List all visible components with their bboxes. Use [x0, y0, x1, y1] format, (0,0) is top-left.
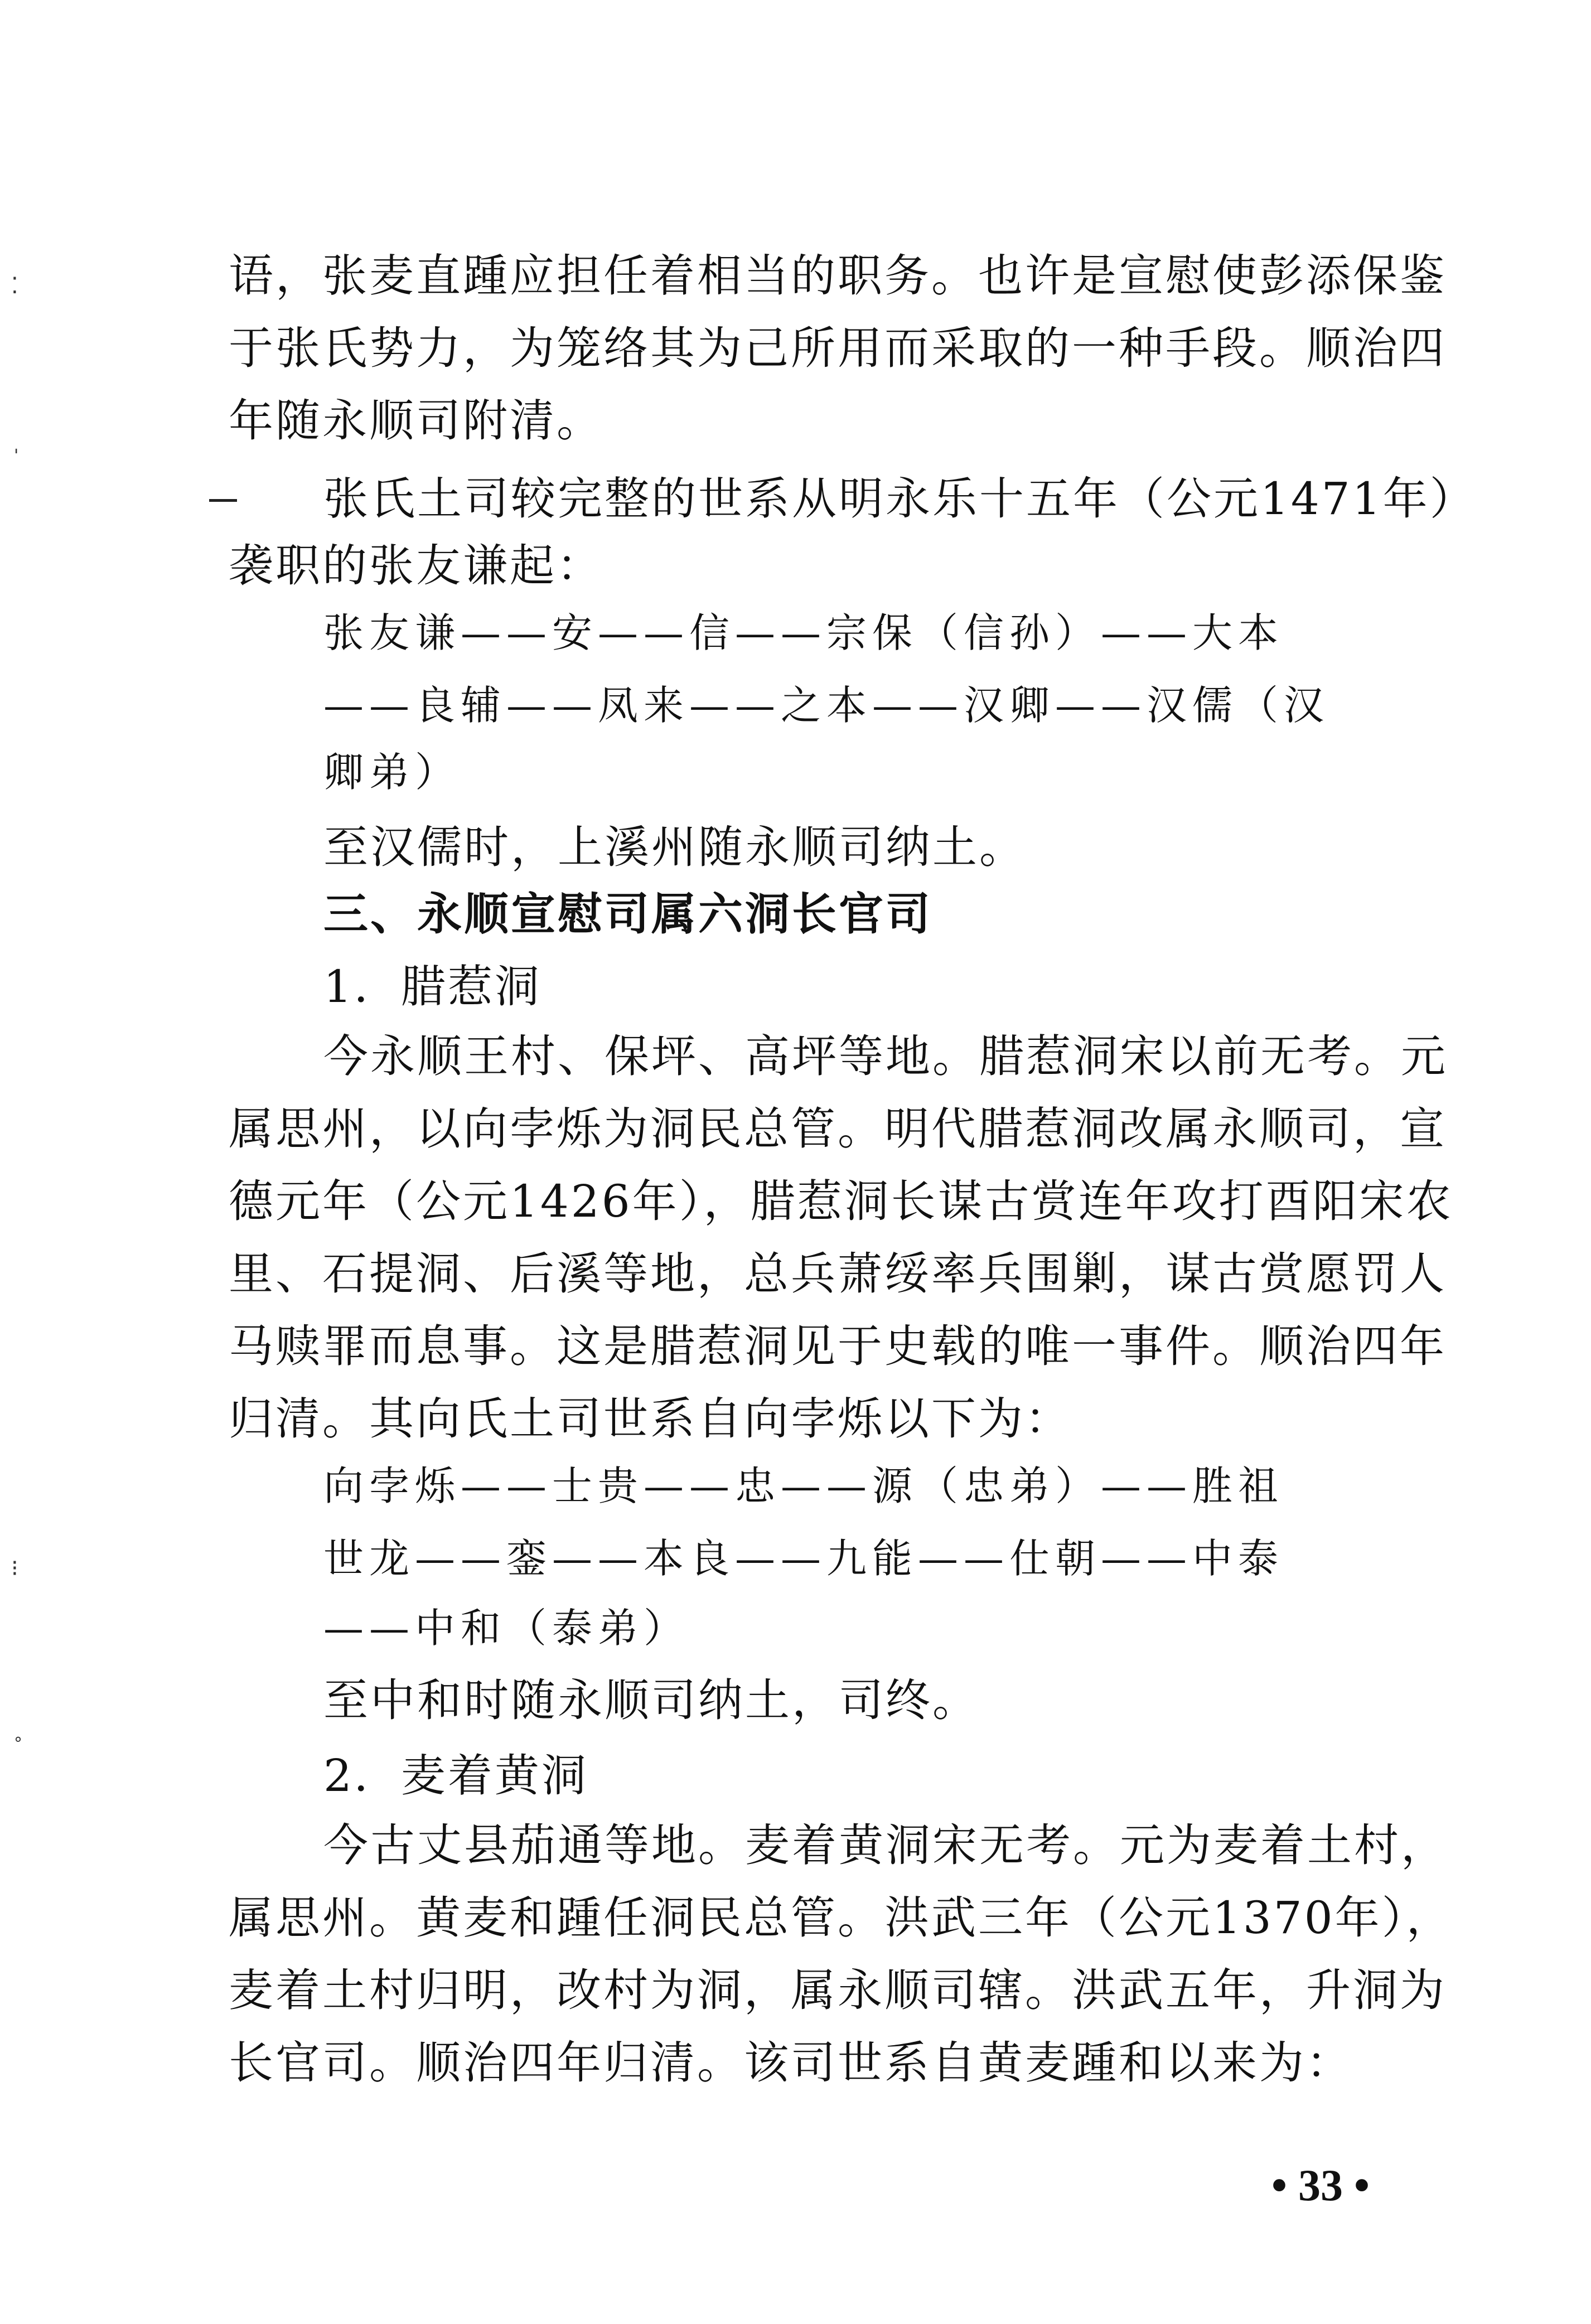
body-text-line: 袭职的张友谦起： — [229, 540, 603, 592]
margin-dash-mark — [209, 499, 237, 502]
body-text-line: 麦着土村归明，改村为洞，属永顺司辖。洪武五年，升洞为 — [229, 1964, 1447, 2016]
page-number: • 33 • — [1271, 2161, 1370, 2210]
scan-artifact-mark: ' — [14, 446, 19, 466]
body-text-line: 今永顺王村、保坪、高坪等地。腊惹洞宋以前无考。元 — [323, 1030, 1448, 1082]
subsection-heading: 2．麦着黄洞 — [323, 1750, 588, 1802]
body-text-line: 属思州。黄麦和踵任洞民总管。洪武三年（公元1370年）， — [229, 1892, 1453, 1944]
genealogy-line: 世龙——銮——本良——九能——仕朝——中泰 — [323, 1535, 1284, 1582]
body-text-line: 里、石提洞、后溪等地，总兵萧绥率兵围剿，谋古赏愿罚人 — [229, 1248, 1447, 1300]
genealogy-line: 向孛烁——士贵——忠——源（忠弟）——胜祖 — [323, 1463, 1284, 1509]
genealogy-line: 张友谦——安——信——宗保（信孙）——大本 — [323, 609, 1284, 656]
section-heading: 三、永顺宣慰司属六洞长官司 — [323, 888, 932, 940]
subsection-heading: 1．腊惹洞 — [323, 961, 541, 1013]
body-text-line: 长官司。顺治四年归清。该司世系自黄麦踵和以来为： — [229, 2037, 1353, 2089]
scan-artifact-mark: ° — [14, 1734, 22, 1754]
body-text-line: 至汉儒时，上溪州随永顺司纳土。 — [323, 821, 1026, 873]
body-text-line: 语，张麦直踵应担任着相当的职务。也许是宣慰使彭添保鉴 — [229, 250, 1447, 302]
genealogy-line: ——中和（泰弟） — [323, 1605, 690, 1652]
body-text-line: 于张氏势力，为笼络其为己所用而采取的一种手段。顺治四 — [229, 322, 1447, 374]
body-text-line: 归清。其向氏土司世系自向孛烁以下为： — [229, 1393, 1072, 1445]
body-text-line: 今古丈县茄通等地。麦着黄洞宋无考。元为麦着土村， — [323, 1819, 1448, 1871]
body-text-line: 至中和时随永顺司纳土，司终。 — [323, 1674, 979, 1726]
body-text-line: 张氏土司较完整的世系从明永乐十五年（公元1471年） — [323, 473, 1477, 525]
scan-artifact-mark: ⁚ — [11, 273, 18, 299]
body-text-line: 马赎罪而息事。这是腊惹洞见于史载的唯一事件。顺治四年 — [229, 1320, 1447, 1372]
scan-artifact-mark: ⁝ — [11, 1556, 18, 1581]
body-text-line: 德元年（公元1426年），腊惹洞长谋古赏连年攻打酉阳宋农 — [229, 1175, 1453, 1227]
body-text-line: 年随永顺司附清。 — [229, 395, 603, 447]
genealogy-line: ——良辅——凤来——之本——汉卿——汉儒（汉 — [323, 682, 1330, 729]
genealogy-line: 卿弟） — [323, 749, 461, 796]
body-text-line: 属思州，以向孛烁为洞民总管。明代腊惹洞改属永顺司，宣 — [229, 1103, 1447, 1155]
